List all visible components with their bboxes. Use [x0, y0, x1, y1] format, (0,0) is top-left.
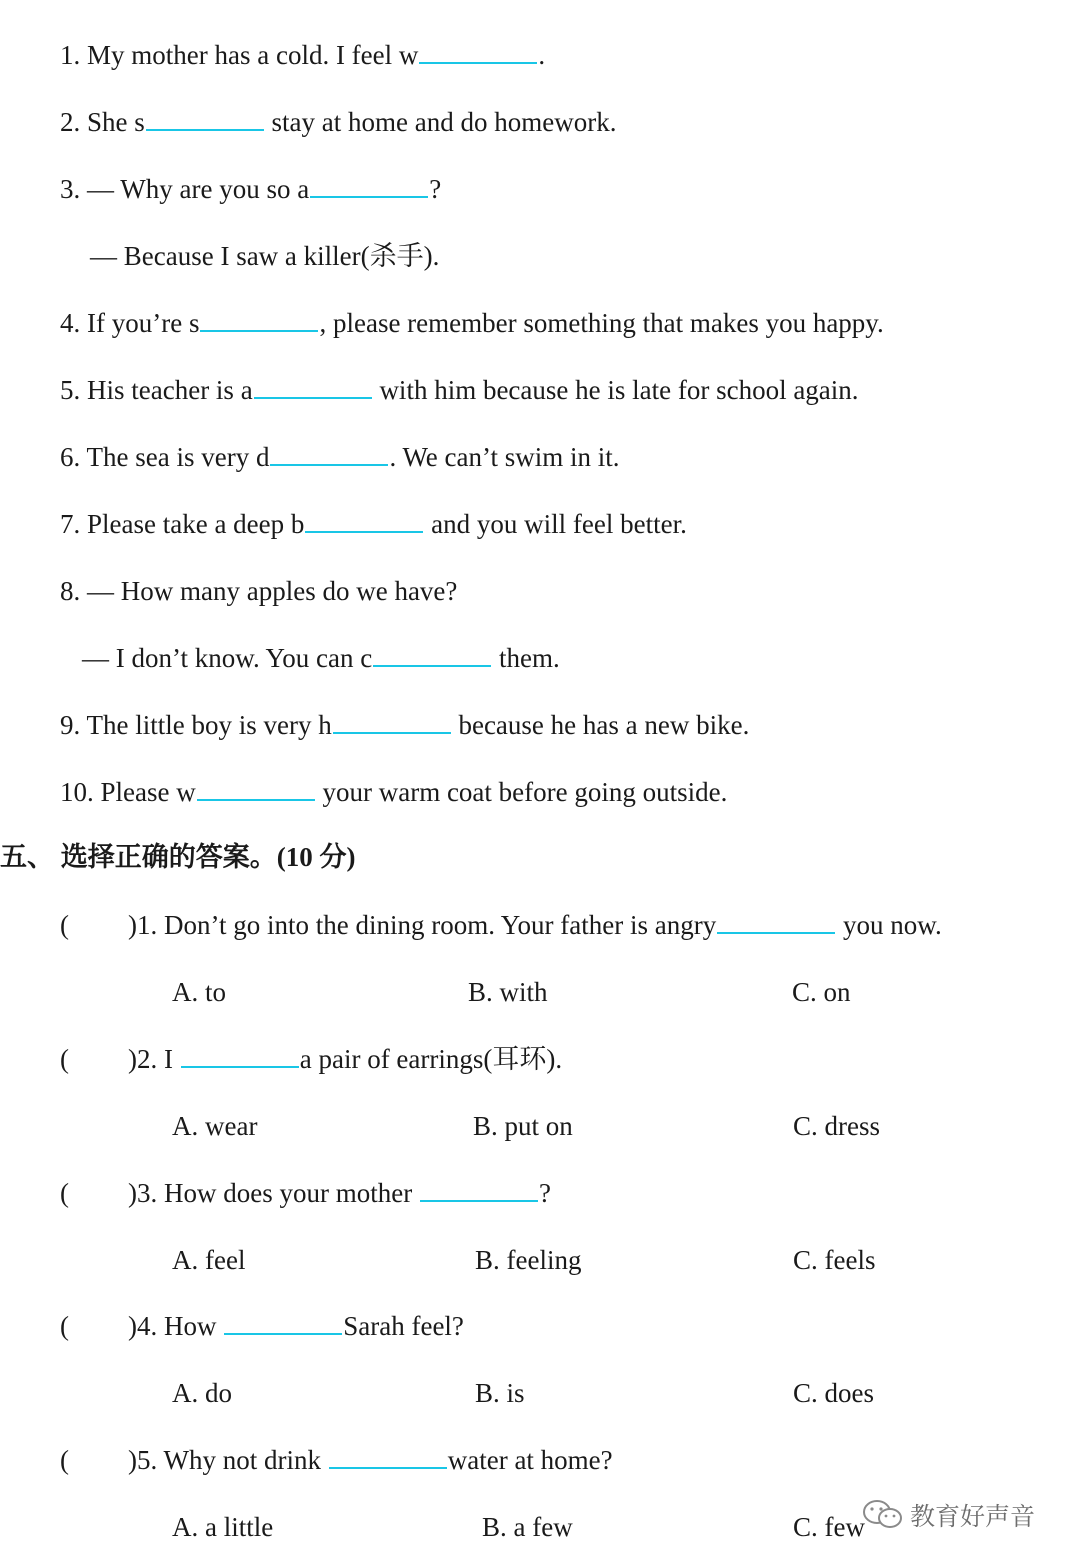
- question-5-tail: with him because he is late for school again.: [372, 375, 859, 405]
- question-10-text: 10. Please w: [60, 777, 196, 807]
- option-b[interactable]: B. feeling: [475, 1245, 582, 1275]
- question-9-tail: because he has a new bike.: [451, 710, 750, 740]
- question-9-text: 9. The little boy is very h: [60, 710, 332, 740]
- choice-question-2: [60, 1042, 562, 1076]
- question-4-text: 4. If you’re s: [60, 308, 200, 338]
- option-a[interactable]: A. to: [172, 977, 226, 1007]
- question-4: [60, 306, 884, 340]
- question-3-tail: ?: [429, 174, 442, 204]
- option-b[interactable]: B. a few: [482, 1512, 573, 1542]
- answer-paren[interactable]: (: [60, 1044, 69, 1074]
- choice-question-3: [60, 1176, 551, 1210]
- choice-question-2-tail: a pair of earrings(耳环).: [299, 1044, 563, 1074]
- question-9: [60, 708, 749, 742]
- question-8-reply-text: — I don’t know. You can c: [82, 643, 373, 673]
- option-c[interactable]: C. feels: [793, 1245, 876, 1275]
- answer-blank[interactable]: [305, 509, 423, 533]
- answer-blank[interactable]: [270, 442, 388, 466]
- question-5: [60, 373, 859, 407]
- option-a[interactable]: A. a little: [172, 1512, 274, 1542]
- question-3: [60, 172, 441, 206]
- answer-paren[interactable]: (: [60, 1311, 69, 1341]
- answer-blank[interactable]: [146, 107, 264, 131]
- option-b[interactable]: B. with: [468, 977, 548, 1007]
- answer-blank[interactable]: [254, 375, 372, 399]
- question-3-text: 3. — Why are you so a: [60, 174, 310, 204]
- question-3-reply: [90, 239, 439, 273]
- option-c[interactable]: C. dress: [793, 1111, 880, 1141]
- answer-blank[interactable]: [333, 710, 451, 734]
- question-6-text: 6. The sea is very d: [60, 442, 270, 472]
- answer-paren[interactable]: (: [60, 1178, 69, 1208]
- choice-question-1-text: )1. Don’t go into the dining room. Your father is angry: [128, 910, 717, 940]
- question-1: [60, 38, 545, 72]
- option-a[interactable]: A. do: [172, 1378, 232, 1408]
- question-7-tail: and you will feel better.: [424, 509, 687, 539]
- choice-question-2-text: )2. I: [128, 1044, 180, 1074]
- answer-blank[interactable]: [420, 1178, 538, 1202]
- choice-question-1: [60, 908, 942, 942]
- answer-blank[interactable]: [200, 308, 318, 332]
- choice-question-3-tail: ?: [538, 1178, 551, 1208]
- choice-question-1-tail: you now.: [836, 910, 942, 940]
- choice-question-4-text: )4. How: [128, 1311, 224, 1341]
- question-8-reply-tail: them.: [492, 643, 560, 673]
- answer-blank[interactable]: [419, 40, 537, 64]
- answer-blank[interactable]: [197, 777, 315, 801]
- option-a[interactable]: A. wear: [172, 1111, 258, 1141]
- answer-paren[interactable]: (: [60, 910, 69, 940]
- option-b[interactable]: B. is: [475, 1378, 525, 1408]
- question-6: [60, 440, 620, 474]
- option-a[interactable]: A. feel: [172, 1245, 246, 1275]
- question-1-text: 1. My mother has a cold. I feel w: [60, 40, 419, 70]
- question-10-tail: your warm coat before going outside.: [315, 777, 728, 807]
- question-2-tail: stay at home and do homework.: [264, 107, 617, 137]
- question-2: [60, 105, 616, 139]
- choice-question-3-text: )3. How does your mother: [128, 1178, 419, 1208]
- question-5-text: 5. His teacher is a: [60, 375, 253, 405]
- choice-question-5: [60, 1443, 613, 1477]
- question-8-text: 8. — How many apples do we have?: [60, 576, 458, 606]
- question-8: [60, 574, 457, 608]
- option-b[interactable]: B. put on: [473, 1111, 573, 1141]
- answer-paren[interactable]: (: [60, 1445, 69, 1475]
- question-7: [60, 507, 687, 541]
- question-3-reply-text: — Because I saw a killer(杀手).: [90, 241, 440, 271]
- question-6-tail: . We can’t swim in it.: [389, 442, 620, 472]
- choice-question-5-tail: water at home?: [447, 1445, 613, 1475]
- wechat-icon: [862, 1498, 904, 1532]
- question-2-text: 2. She s: [60, 107, 145, 137]
- answer-blank[interactable]: [329, 1445, 447, 1469]
- option-c[interactable]: C. few: [793, 1512, 865, 1542]
- option-c[interactable]: C. on: [792, 977, 851, 1007]
- question-4-tail: , please remember something that makes you happy.: [319, 308, 884, 338]
- question-10: [60, 775, 727, 809]
- section-heading: 五、 选择正确的答案。(10 分): [0, 842, 356, 872]
- answer-blank[interactable]: [310, 174, 428, 198]
- answer-blank[interactable]: [224, 1311, 342, 1335]
- choice-question-4: [60, 1309, 464, 1343]
- question-1-tail: .: [538, 40, 546, 70]
- answer-blank[interactable]: [717, 910, 835, 934]
- question-7-text: 7. Please take a deep b: [60, 509, 305, 539]
- choice-question-4-tail: Sarah feel?: [343, 1311, 464, 1341]
- answer-blank[interactable]: [181, 1044, 299, 1068]
- watermark: [862, 1497, 1035, 1533]
- watermark-text: 教育好声音: [910, 1502, 1036, 1531]
- answer-blank[interactable]: [373, 643, 491, 667]
- choice-question-5-text: )5. Why not drink: [128, 1445, 328, 1475]
- option-c[interactable]: C. does: [793, 1378, 874, 1408]
- question-8-reply: [82, 641, 560, 675]
